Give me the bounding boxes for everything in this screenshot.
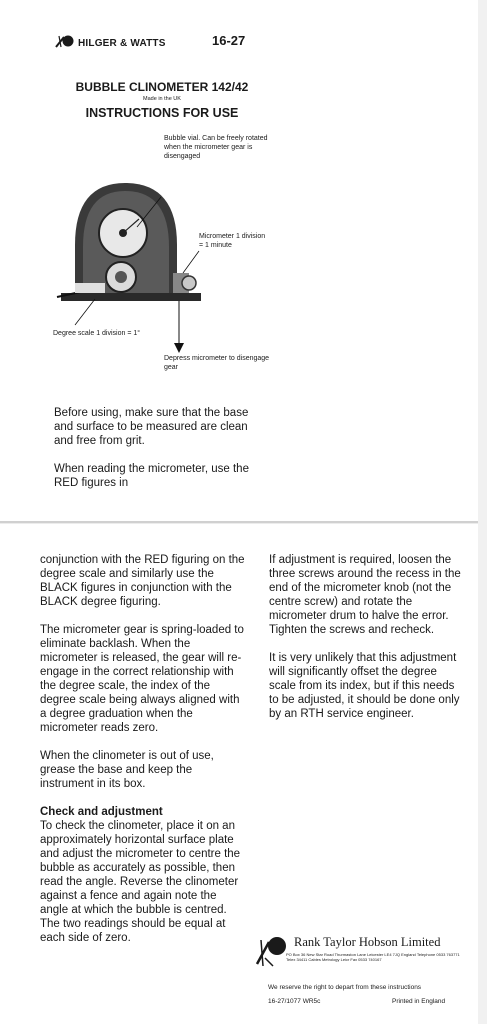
fold-line-shadow (0, 523, 478, 524)
left-paragraph-1: conjunction with the RED figuring on the degree scale and similarly use the BLACK figures in conjunction with the BLACK degree figuring. (40, 554, 245, 608)
rank-taylor-hobson-logo-icon (255, 934, 291, 968)
brand-name: HILGER & WATTS (78, 38, 166, 49)
page-title: BUBBLE CLINOMETER 142/42 (75, 80, 249, 94)
bubble-vial-callout: Bubble vial. Can be freely rotated when the micrometer gear is disengaged (164, 135, 268, 160)
instruction-paragraph-2: When reading the micrometer, use the RED figures in (54, 463, 249, 489)
hilger-watts-logo-icon (55, 33, 77, 49)
footer-document-code: 16-27/1077 WR5c (268, 998, 321, 1005)
company-address: PO Box 36 New Star Road Thurmaston Lane Leicester LE4 7JQ England Telephone 0533 763771 Telex 34411 Cables Metrology Leicr Fax 0533 740167 (286, 952, 460, 962)
right-column (269, 553, 464, 735)
depress-callout: Depress micrometer to disengage gear (164, 355, 270, 371)
right-paragraph-2: It is very unlikely that this adjustment will significantly offset the degree scale from its index, but if this needs to be adjusted, it should be done only by an RTH service engineer. (269, 652, 460, 720)
reserve-notice: We reserve the right to depart from these instructions (268, 984, 422, 991)
printed-in-label: Printed in England (392, 998, 446, 1005)
micrometer-callout: Micrometer 1 division = 1 minute (199, 233, 266, 249)
document-code: 16-27 (212, 33, 246, 48)
instruction-paragraph-1: Before using, make sure that the base and surface to be measured are clean and free from grit. (54, 407, 249, 447)
company-name: Rank Taylor Hobson Limited (294, 935, 441, 949)
left-paragraph-2: The micrometer gear is spring-loaded to eliminate backlash. When the micrometer is released, the gear will re-engage in the correct relationship with the degree scale, the index of the degree scale being always aligned with a degree graduation when the micrometer reads zero. (40, 624, 244, 734)
left-paragraph-3: When the clinometer is out of use, grease the base and keep the instrument in its box. (40, 750, 214, 790)
page-subtitle: INSTRUCTIONS FOR USE (85, 106, 239, 120)
right-paragraph-1: If adjustment is required, loosen the three screws around the recess in the end of the micrometer knob (not the centre screw) and rotate the micrometer drum to halve the error. Tighten the screws and recheck. (269, 554, 461, 636)
degree-scale-callout: Degree scale 1 division = 1° (53, 330, 141, 337)
left-paragraph-4: To check the clinometer, place it on an approximately horizontal surface plate and adjust the micrometer to centre the bubble as accurately as possible, then read the angle. Reverse the clinometer against a fence and again note the angle at which the bubble is centred. The two readings should be equal at each side of zero. (40, 820, 241, 944)
check-adjustment-heading: Check and adjustment (40, 806, 163, 818)
made-in-label: Made in the UK (143, 96, 181, 102)
left-column (40, 553, 245, 959)
page-edge (478, 0, 487, 1024)
